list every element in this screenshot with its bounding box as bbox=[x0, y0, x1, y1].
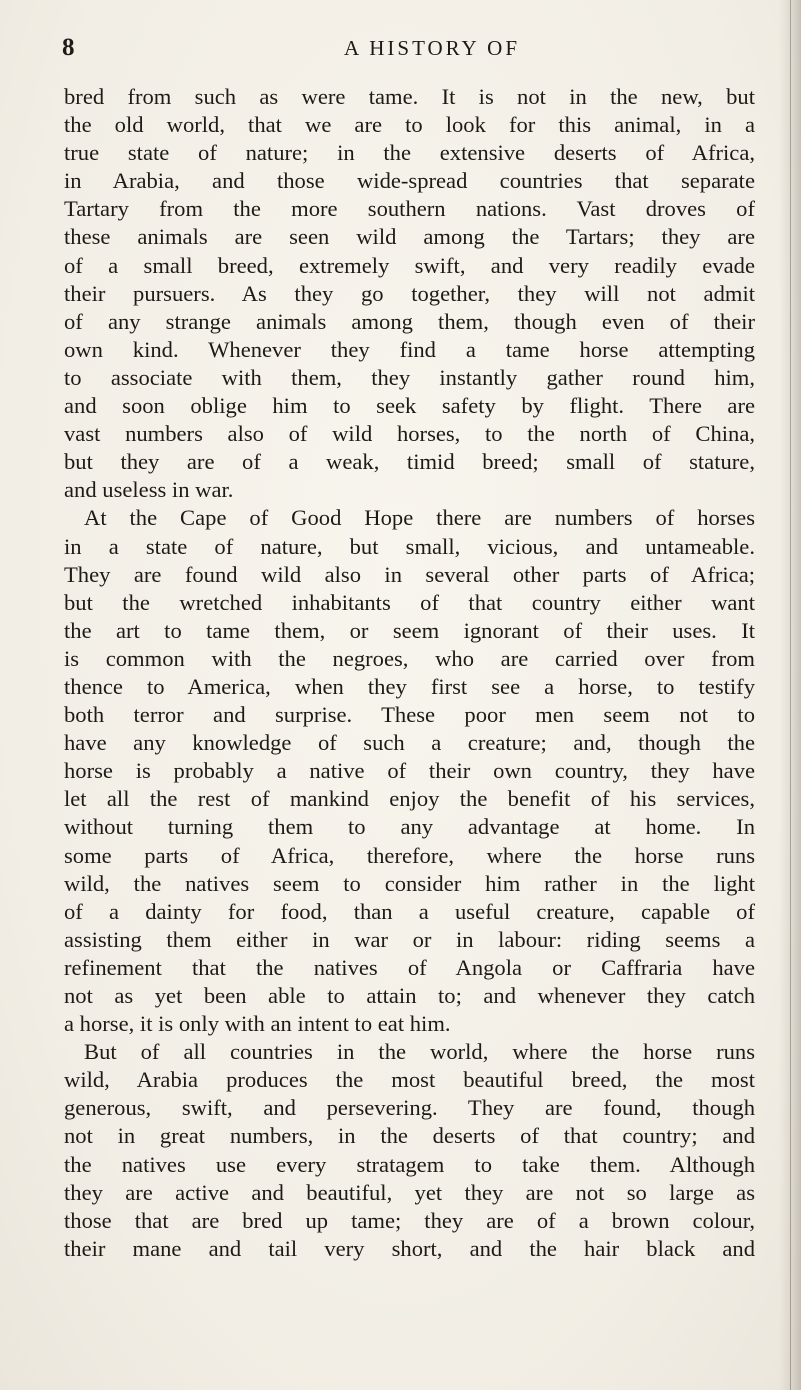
text-line: thence to America, when they first see a horse, to testify bbox=[64, 673, 755, 699]
text-line: At the Cape of Good Hope there are numbers of horses bbox=[84, 505, 755, 531]
page-edge-line bbox=[790, 0, 791, 1390]
text-line: the old world, that we are to look for this animal, in a bbox=[64, 112, 755, 138]
text-line: true state of nature; in the extensive deserts of Africa, bbox=[64, 140, 755, 166]
text-line: bred from such as were tame. It is not in the new, but bbox=[64, 84, 755, 109]
running-title: A HISTORY OF bbox=[343, 36, 521, 60]
text-line: but the wretched inhabitants of that country either want bbox=[64, 589, 755, 615]
text-line: of a small breed, extremely swift, and very readily evade bbox=[64, 252, 755, 278]
text-line: But of all countries in the world, where the horse runs bbox=[84, 1039, 755, 1065]
text-line: to associate with them, they instantly gather round him, bbox=[64, 364, 755, 390]
text-line: Tartary from the more southern nations. Vast droves of bbox=[64, 196, 755, 222]
text-line: own kind. Whenever they find a tame horse attempting bbox=[64, 336, 755, 362]
text-line: not as yet been able to attain to; and whenever they catch bbox=[64, 983, 755, 1008]
text-line: in a state of nature, but small, vicious, and untameable. bbox=[64, 533, 755, 559]
text-line: without turning them to any advantage at home. In bbox=[64, 814, 755, 840]
text-line: these animals are seen wild among the Tartars; they are bbox=[64, 224, 755, 250]
text-line: assisting them either in war or in labour: riding seems a bbox=[64, 926, 755, 952]
text-line: the art to tame them, or seem ignorant of their uses. It bbox=[64, 617, 755, 643]
text-line: refinement that the natives of Angola or Caffraria have bbox=[64, 954, 755, 980]
text-line: horse is probably a native of their own country, they have bbox=[64, 758, 755, 784]
text-line: and soon oblige him to seek safety by flight. There are bbox=[64, 393, 755, 419]
text-line: but they are of a weak, timid breed; small of stature, bbox=[64, 449, 755, 475]
page-number: 8 bbox=[62, 34, 75, 61]
running-head bbox=[62, 34, 742, 64]
text-line: their pursuers. As they go together, they will not admit bbox=[64, 280, 755, 306]
text-line: in Arabia, and those wide-spread countries that separate bbox=[64, 168, 755, 194]
text-line: generous, swift, and persevering. They are found, though bbox=[64, 1095, 755, 1121]
text-line: and useless in war. bbox=[64, 477, 234, 503]
text-line: both terror and surprise. These poor men seem not to bbox=[64, 702, 755, 728]
text-line: they are active and beautiful, yet they are not so large as bbox=[64, 1179, 755, 1205]
text-line: their mane and tail very short, and the hair black and bbox=[64, 1235, 755, 1261]
body-text bbox=[64, 83, 755, 1263]
text-line: wild, Arabia produces the most beautiful breed, the most bbox=[64, 1067, 755, 1093]
text-line: let all the rest of mankind enjoy the benefit of his services, bbox=[64, 786, 755, 812]
text-line: the natives use every stratagem to take them. Although bbox=[64, 1151, 755, 1177]
text-line: is common with the negroes, who are carried over from bbox=[64, 645, 755, 671]
text-line: not in great numbers, in the deserts of that country; and bbox=[64, 1123, 755, 1149]
text-line: some parts of Africa, therefore, where the horse runs bbox=[64, 842, 755, 868]
text-line: a horse, it is only with an intent to eat him. bbox=[64, 1011, 451, 1037]
text-line: have any knowledge of such a creature; and, though the bbox=[64, 730, 755, 756]
text-line: of any strange animals among them, though even of their bbox=[64, 308, 755, 334]
text-line: They are found wild also in several other parts of Africa; bbox=[64, 561, 755, 587]
text-line: vast numbers also of wild horses, to the north of China, bbox=[64, 421, 755, 447]
text-line: wild, the natives seem to consider him rather in the light bbox=[64, 870, 755, 896]
text-line: those that are bred up tame; they are of a brown colour, bbox=[64, 1207, 755, 1233]
text-line: of a dainty for food, than a useful creature, capable of bbox=[64, 898, 755, 924]
